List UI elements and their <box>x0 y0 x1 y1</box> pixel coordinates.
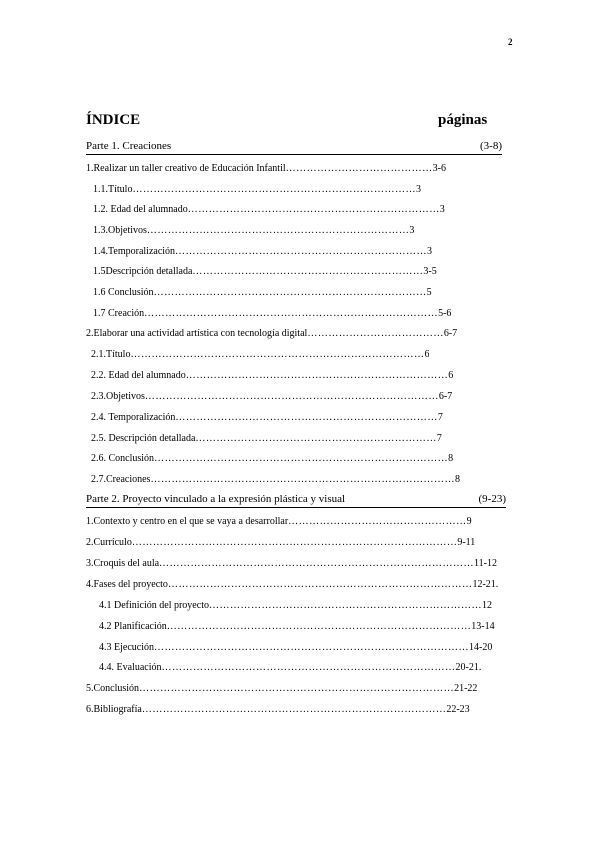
toc-entry-pages: 8 <box>448 453 454 464</box>
toc-leader: …………………………………………………………………………… <box>166 621 472 632</box>
toc-leader: ………………………………………………………………………… <box>144 308 439 319</box>
toc-entry-title: 2.Currículo <box>86 537 132 548</box>
toc-entry[interactable] <box>86 327 457 341</box>
toc-leader: …………………………………………… <box>288 516 467 527</box>
toc-leader: …………………………………………………………………… <box>208 600 482 611</box>
toc-entry-title: 1.3.Objetivos <box>93 225 147 236</box>
toc-entry[interactable] <box>91 348 429 362</box>
toc-entry-title: 1.Realizar un taller creativo de Educación Infantil <box>86 163 286 174</box>
page-title: ÍNDICE <box>86 112 141 128</box>
toc-entry[interactable] <box>91 411 443 425</box>
toc-entry-pages: 22-23 <box>446 704 470 715</box>
toc-entry[interactable] <box>91 473 460 487</box>
toc-entry[interactable] <box>86 557 497 571</box>
toc-entry-title: 1.4.Temporalización <box>93 246 176 257</box>
toc-leader: ………………………………………………………………… <box>185 370 449 381</box>
toc-leader: ………………………………………………………………………… <box>144 391 439 402</box>
toc-entry[interactable] <box>93 286 432 300</box>
toc-entry-pages: 3-6 <box>432 163 446 174</box>
toc-entry-pages: 7 <box>436 433 442 444</box>
toc-entry-title: 6.Bibliografía <box>86 704 142 715</box>
toc-leader: …………………………………………………………………… <box>153 287 427 298</box>
toc-entry-title: 1.Contexto y centro en el que se vaya a desarrollar <box>86 516 289 527</box>
toc-entry[interactable] <box>86 682 477 696</box>
toc-entry-pages: 9-11 <box>457 537 476 548</box>
toc-leader: …………………………………………………………………………… <box>150 474 455 485</box>
toc-entry-title: 1.6 Conclusión <box>93 287 154 298</box>
toc-entry-title: 2.4. Temporalización <box>91 412 176 423</box>
toc-entry-pages: 3 <box>409 225 415 236</box>
toc-entry-pages: 12 <box>481 600 492 611</box>
toc-entry[interactable] <box>99 620 495 634</box>
section-title: Parte 1. Creaciones <box>86 140 172 152</box>
section-title: Parte 2. Proyecto vinculado a la expresión plástica y visual <box>86 493 346 505</box>
toc-entry-title: 4.2 Planificación <box>99 621 167 632</box>
toc-leader: ……………………………………………………………………………… <box>159 558 475 569</box>
toc-entry[interactable] <box>99 599 492 613</box>
toc-entry-title: 2.2. Edad del alumnado <box>91 370 186 381</box>
toc-leader: ………………………………………………………………… <box>175 412 438 423</box>
toc-leader: ………………………………… <box>307 328 444 339</box>
toc-entry-title: 1.5Descripción detallada <box>93 266 193 277</box>
toc-entry-pages: 3 <box>439 204 445 215</box>
toc-leader: ……………………………………………………………… <box>175 246 428 257</box>
toc-entry[interactable] <box>86 703 470 717</box>
toc-entry-title: 2.1.Título <box>91 349 131 360</box>
toc-entry[interactable] <box>91 390 452 404</box>
toc-entry[interactable] <box>93 183 421 197</box>
toc-leader: …………………………………………………………… <box>195 433 437 444</box>
toc-entry-pages: 8 <box>454 474 460 485</box>
toc-leader: ……………………………………………………………………………… <box>139 683 455 694</box>
toc-leader: ……………………………………………………………… <box>187 204 440 215</box>
toc-entry-title: 2.3.Objetivos <box>91 391 145 402</box>
toc-entry-title: 2.7.Creaciones <box>91 474 151 485</box>
toc-entry-pages: 6 <box>424 349 430 360</box>
toc-entry-pages: 9 <box>466 516 472 527</box>
toc-leader: ……………………………………………………………………… <box>132 184 416 195</box>
toc-entry-title: 2.Elaborar una actividad artística con tecnología digital <box>86 328 308 339</box>
toc-entry-title: 1.7 Creación <box>93 308 145 319</box>
toc-leader: …………………………………………………………………………… <box>167 579 473 590</box>
toc-entry-title: 4.3 Ejecución <box>99 642 154 653</box>
toc-leader: ………………………………………………………………… <box>146 225 410 236</box>
toc-entry[interactable] <box>86 515 472 529</box>
toc-entry[interactable] <box>93 203 445 217</box>
toc-entry-title: 5.Conclusión <box>86 683 140 694</box>
toc-entry-pages: 6-7 <box>438 391 453 402</box>
index-heading <box>86 112 496 132</box>
toc-entry[interactable] <box>86 162 446 176</box>
toc-entry-pages: 6 <box>448 370 454 381</box>
toc-entry[interactable] <box>99 661 481 675</box>
toc-entry-pages: 13-14 <box>471 621 495 632</box>
toc-entry-title: 4.1 Definición del proyecto <box>99 600 209 611</box>
toc-leader: ……………………………………………………………………………… <box>153 642 469 653</box>
section-pages: (3-8) <box>480 140 502 152</box>
toc-entry-title: 1.2. Edad del alumnado <box>93 204 188 215</box>
toc-entry-pages: 3-5 <box>423 266 437 277</box>
toc-entry-pages: 3 <box>427 246 433 257</box>
toc-entry-title: 2.6. Conclusión <box>91 453 155 464</box>
toc-leader: …………………………………………………………………………… <box>141 704 447 715</box>
toc-leader: ………………………………………………………………………… <box>161 662 456 673</box>
toc-entry-pages: 12-21. <box>472 579 499 590</box>
toc-entry[interactable] <box>99 641 492 655</box>
page-number: 2 <box>508 37 513 47</box>
toc-entry-pages: 5 <box>426 287 432 298</box>
toc-entry[interactable] <box>91 432 442 446</box>
toc-entry[interactable] <box>91 452 453 466</box>
toc-leader: ………………………………………………………………………………… <box>131 537 458 548</box>
toc-entry[interactable] <box>86 536 475 550</box>
toc-entry-pages: 11-12 <box>474 558 498 569</box>
toc-entry-pages: 3 <box>415 184 421 195</box>
toc-entry[interactable] <box>93 307 451 321</box>
toc-leader: ………………………………………………………… <box>192 266 424 277</box>
toc-entry-pages: 21-22 <box>454 683 478 694</box>
toc-entry-title: 3.Croquis del aula <box>86 558 160 569</box>
toc-entry[interactable] <box>93 224 414 238</box>
toc-entry[interactable] <box>91 369 453 383</box>
pages-column-label: páginas <box>438 112 488 128</box>
toc-entry[interactable] <box>86 578 498 592</box>
toc-entry-title: 1.1.Título <box>93 184 133 195</box>
section-heading[interactable] <box>86 492 506 508</box>
toc-entry-title: 2.5. Descripción detallada <box>91 433 196 444</box>
toc-entry-title: 4.4. Evaluación <box>99 662 162 673</box>
toc-entry[interactable] <box>93 265 437 279</box>
section-heading[interactable] <box>86 139 502 155</box>
toc-entry-pages: 14-20 <box>468 642 493 653</box>
toc-entry-title: 4.Fases del proyecto <box>86 579 168 590</box>
toc-entry[interactable] <box>93 245 432 259</box>
toc-entry-pages: 20-21. <box>455 662 482 673</box>
section-pages: (9-23) <box>478 493 506 505</box>
toc-leader: ………………………………………………………………………… <box>130 349 425 360</box>
toc-leader: …………………………………… <box>285 163 433 174</box>
toc-leader: ………………………………………………………………………… <box>154 453 449 464</box>
toc-entry-pages: 7 <box>437 412 443 423</box>
toc-entry-pages: 5-6 <box>438 308 452 319</box>
toc-entry-pages: 6-7 <box>443 328 458 339</box>
